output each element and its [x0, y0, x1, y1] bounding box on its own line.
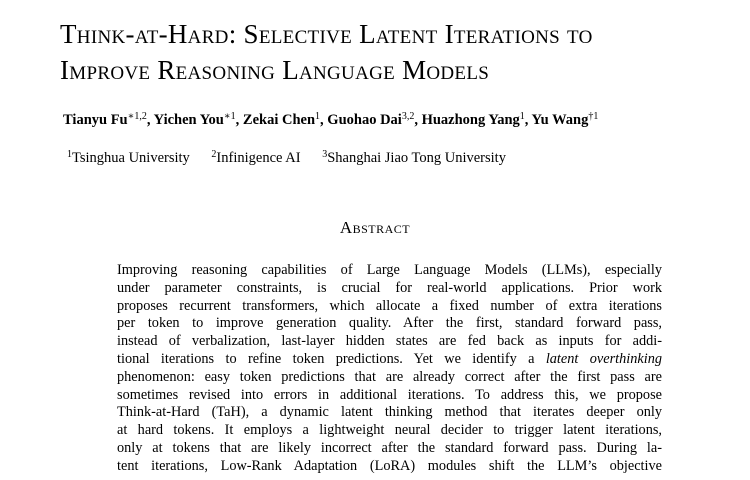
abstract-line	[117, 351, 662, 369]
abstract-body	[117, 262, 662, 476]
title-line: Improve Reasoning Language Models	[60, 55, 490, 85]
author-name: Guohao Dai	[327, 112, 402, 128]
author-name: Yichen You	[153, 112, 224, 128]
title-line: Think-at-Hard: Selective Latent Iterations to	[60, 19, 593, 49]
abstract-line: at hard tokens. It employs a lightweight neural decider to trigger latent iterations,	[117, 422, 662, 439]
affiliation-marker: 3	[322, 149, 328, 160]
abstract-line: proposes recurrent transformers, which allocate a fixed number of extra iterations	[117, 297, 662, 314]
affiliation-name: Infinigence AI	[216, 150, 301, 166]
abstract-heading: Abstract	[339, 218, 411, 237]
abstract-text: tional iterations to refine token predictions. Yet we identify a	[117, 350, 546, 367]
author-name: Tianyu Fu	[63, 112, 128, 128]
author-affiliation-marker: 1	[315, 111, 321, 122]
abstract-line: tent iterations, Low-Rank Adaptation (LoRA) modules shift the LLM’s objective	[117, 457, 662, 474]
author-name: Huazhong Yang	[421, 112, 520, 128]
affiliation	[322, 150, 506, 166]
author-affiliation-marker: 1	[519, 111, 525, 122]
abstract-line: sometimes revised into errors in additional iterations. To address this, we propose	[117, 386, 662, 403]
author-affiliation-marker: 3,2	[401, 111, 415, 122]
abstract-line: phenomenon: easy token predictions that are already correct after the first pass are	[117, 368, 662, 385]
affiliation-name: Shanghai Jiao Tong University	[327, 150, 506, 166]
author-name: Zekai Chen	[242, 112, 316, 128]
affiliation	[67, 150, 190, 166]
affiliation-marker: 2	[211, 149, 217, 160]
abstract-line: Think-at-Hard (TaH), a dynamic latent thinking method that iterates deeper only	[117, 404, 662, 421]
emphasized-term: latent overthinking	[545, 350, 662, 367]
author-affiliation-marker: †1	[588, 111, 599, 122]
author-affiliation-marker: ∗1,2	[127, 111, 147, 122]
affiliation-marker: 1	[67, 149, 72, 160]
abstract-line: per token to improve generation quality. After the first, standard forward pass,	[117, 315, 662, 332]
affiliation-list	[67, 150, 747, 167]
paper-title	[60, 16, 740, 88]
author-name: Yu Wang	[531, 112, 589, 128]
abstract-line: under parameter constraints, is crucial for real-world applications. Prior work	[117, 279, 662, 296]
abstract-line: Improving reasoning capabilities of Large Language Models (LLMs), especially	[117, 262, 662, 278]
abstract-line: only at tokens that are likely incorrect after the standard forward pass. During la-	[117, 439, 662, 456]
author-affiliation-marker: ∗1	[223, 111, 236, 122]
affiliation-name: Tsinghua University	[72, 150, 190, 166]
affiliation	[211, 150, 300, 166]
author-list: Tianyu $Fu^{∗1,2}$, Yichen You$^{∗1}$, Zekai Chen$^1$, Guohao Dai$^{3,2}$, Huazhong Yang$^1$, Yu Wang$^{\dagger 1}$	[63, 111, 599, 128]
abstract-line: instead of verbalization, last-layer hidden states are fed back as inputs for addi-	[117, 333, 662, 350]
